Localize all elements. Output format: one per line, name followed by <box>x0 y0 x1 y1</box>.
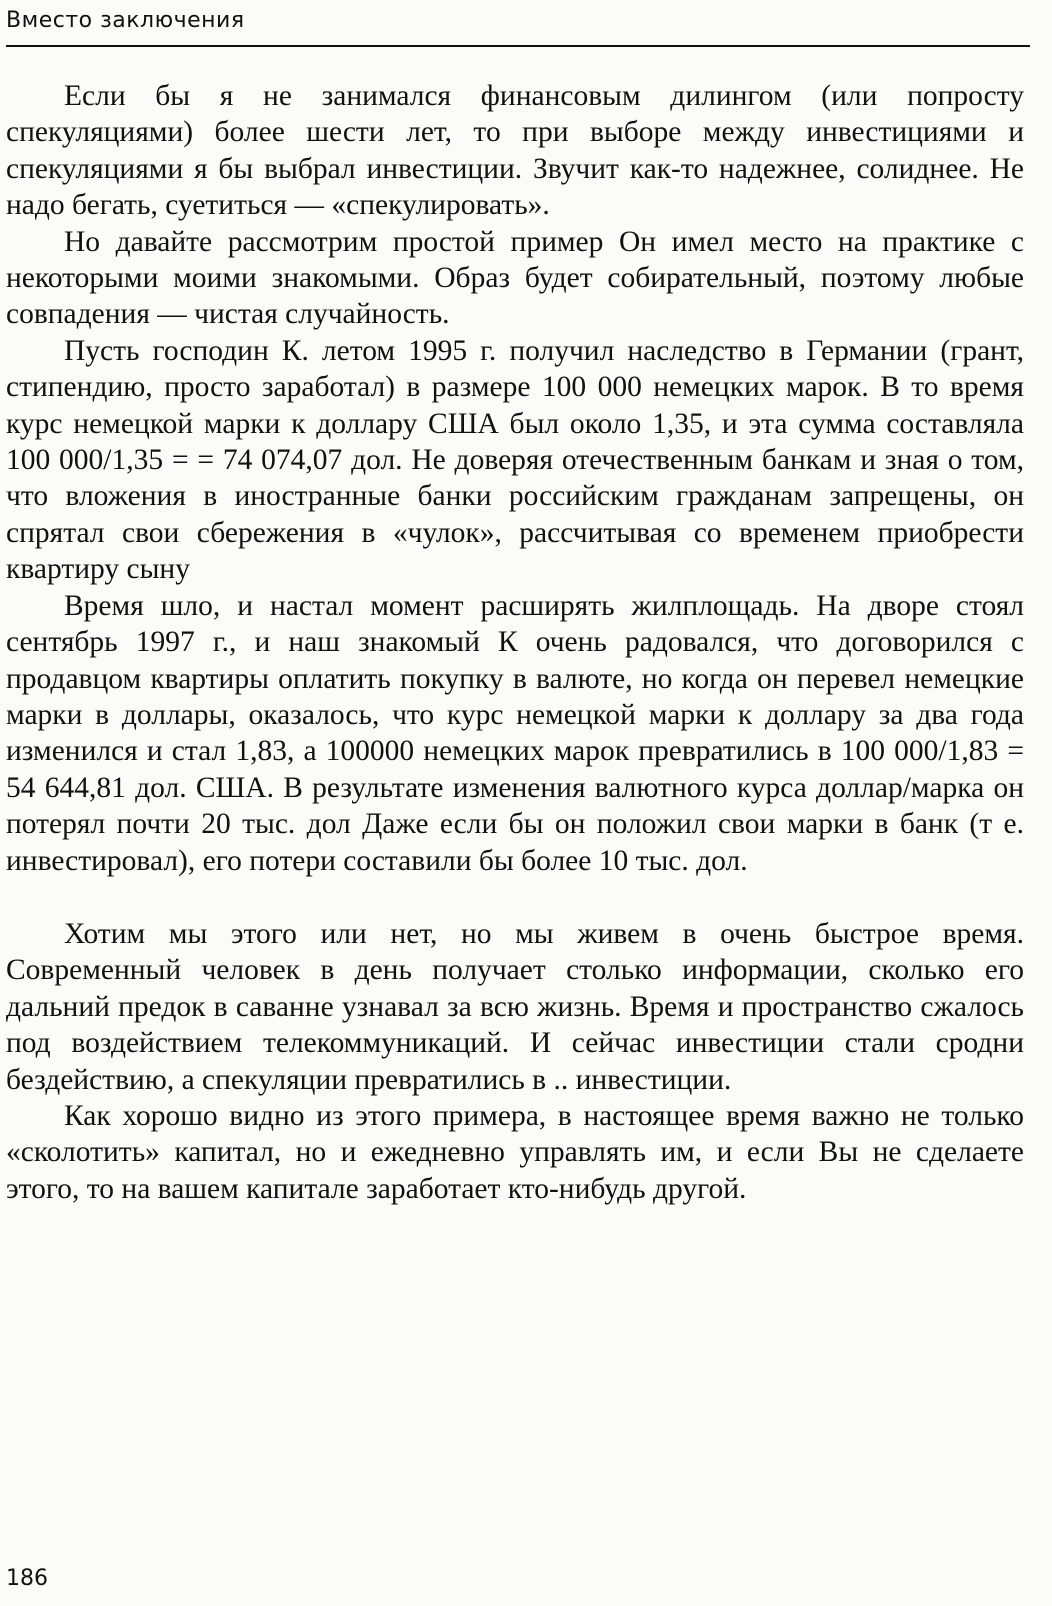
paragraph-inheritance: Пусть господин К. летом 1995 г. получил наследство в Германии (грант, стипендию, просто заработал) в размере 100 000 немецких марок. В то время курс немецкой марки к доллару США был около 1,35, и эта сумма составляла 100 000/1,35 = = 74 074,07 дол. Не доверяя отечественным банкам и зная о том, что вложения в иностранные банки российским гражданам запрещены, он спрятал свои сбережения в «чулок», рассчитывая со временем приобрести квартиру сыну <box>6 334 1024 586</box>
running-header: Вместо заключения <box>6 8 245 33</box>
body-text <box>6 78 1024 1207</box>
paragraph-conclusion: Как хорошо видно из этого примера, в настоящее время важно не только «сколотить» капитал, но и ежедневно управлять им, и если Вы не сделаете этого, то на вашем капитале заработает кто-нибудь другой. <box>6 1099 1024 1205</box>
header-rule <box>6 45 1030 47</box>
page-number: 186 <box>6 1566 48 1591</box>
paragraph-fast-time: Хотим мы этого или нет, но мы живем в очень быстрое время. Современный человек в день получает столько информации, сколько его дальний предок в саванне узнавал за всю жизнь. Время и пространство сжалось под воздействием телекоммуникаций. И сейчас инвестиции стали сродни бездействию, а спекуляции превратились в .. инвестиции. <box>6 917 1024 1096</box>
paragraph-dealing: Если бы я не занимался финансовым дилингом (или попросту спекуляциями) более шести лет, то при выборе между инвестициями и спекуляциями я бы выбрал инвестиции. Звучит как-то надежнее, солиднее. Не надо бегать, суетиться — «спекулировать». <box>6 80 1024 222</box>
paragraph-example-intro: Но давайте рассмотрим простой пример Он имел место на практике с некоторыми моими знакомыми. Образ будет собирательный, поэтому любые совпадения — чистая случайность. <box>6 225 1024 331</box>
paragraph-exchange-loss: Время шло, и настал момент расширять жилплощадь. На дворе стоял сентябрь 1997 г., и наш знакомый К очень радовался, что договорился с продавцом квартиры оплатить покупку в валюте, но когда он перевел немецкие марки в доллары, оказалось, что курс немецкой марки к доллару за два года изменился и стал 1,83, а 100000 немецких марок превратились в 100 000/1,83 = 54 644,81 дол. США. В результате изменения валютного курса доллар/марка он потерял почти 20 тыс. дол Даже если бы он положил свои марки в банк (т е. инвестировал), его потери составили бы более 10 тыс. дол. <box>6 589 1024 877</box>
